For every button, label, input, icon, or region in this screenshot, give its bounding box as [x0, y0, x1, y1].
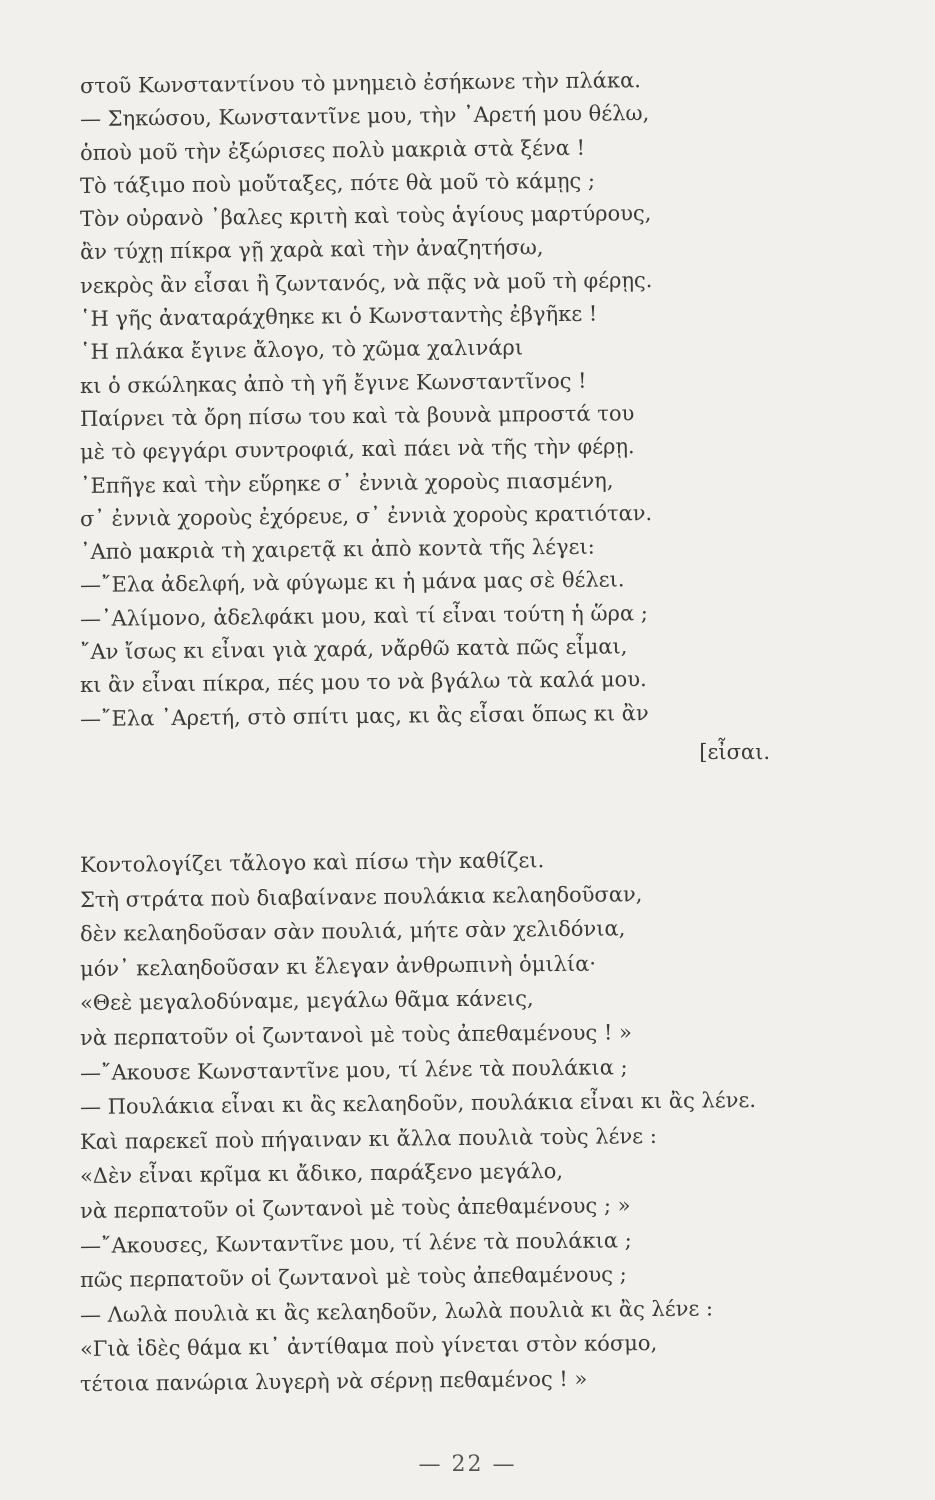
- poem-line: τέτοια πανώρια λυγερὴ νὰ σέρνῃ πεθαμένος ! »: [79, 1366, 588, 1396]
- poem-line: ῎Αν ἴσως κι εἶναι γιὰ χαρά, νἄρθῶ κατὰ πῶς εἶμαι,: [79, 634, 628, 665]
- page-number: — 22 —: [418, 1452, 517, 1477]
- poem-line: Τὸ τάξιμο ποὺ μοὔταξες, πότε θὰ μοῦ τὸ κάμῃς ;: [79, 168, 596, 198]
- poem-line: σ᾽ ἐννιὰ χοροὺς ἐχόρευε, σ᾽ ἐννιὰ χοροὺς κρατιόταν.: [79, 500, 653, 531]
- poem-line: ᾽Απὸ μακριὰ τὴ χαιρετᾷ κι ἀπὸ κοντὰ τῆς λέγει:: [79, 534, 595, 565]
- poem-line: μόν᾽ κελαηδοῦσαν κι ἔλεγαν ἀνθρωπινὴ ὁμιλία·: [79, 951, 597, 981]
- poem-line: —῎Ακουσες, Κωνταντῖνε μου, τί λένε τὰ πουλάκια ;: [79, 1227, 632, 1258]
- poem-line: δὲν κελαηδοῦσαν σὰν πουλιά, μήτε σὰν χελιδόνια,: [79, 916, 626, 947]
- poem-line: ὁποὺ μοῦ τὴν ἐξώρισες πολὺ μακριὰ στὰ ξένα !: [79, 135, 586, 165]
- poem-line: — Λωλὰ πουλιὰ κι ἂς κελαηδοῦν, λωλὰ πουλιὰ κι ἂς λένε :: [79, 1296, 714, 1327]
- poem-line: Καὶ παρεκεῖ ποὺ πήγαιναν κι ἄλλα πουλιὰ τοὺς λένε :: [79, 1123, 657, 1154]
- poem-line: — Σηκώσου, Κωνσταντῖνε μου, τὴν ᾽Αρετή μου θέλω,: [79, 101, 650, 132]
- poem-line: Στὴ στράτα ποὺ διαβαίνανε πουλάκια κελαηδοῦσαν,: [79, 881, 643, 912]
- poem-line: μὲ τὸ φεγγάρι συντροφιά, καὶ πάει νὰ τῆς τὴν φέρῃ.: [79, 434, 635, 465]
- poem-stanza-2: [80, 848, 900, 1402]
- poem-line: «Δὲν εἶναι κρῖμα κι ἄδικο, παράξενο μεγάλο,: [79, 1159, 564, 1189]
- poem-line: κι ὁ σκώληκας ἀπὸ τὴ γῆ ἔγινε Κωνσταντῖνος !: [79, 368, 587, 398]
- poem-line: —᾽Αλίμονο, ἀδελφάκι μου, καὶ τί εἶναι τούτη ἡ ὥρα ;: [79, 600, 648, 631]
- poem-line: Τὸν οὐρανὸ ᾽βαλες κριτὴ καὶ τοὺς ἁγίους μαρτύρους,: [79, 201, 652, 232]
- poem-line: Κοντολογίζει τἄλογο καὶ πίσω τὴν καθίζει.: [79, 848, 545, 877]
- poem-line: «Θεὲ μεγαλοδύναμε, μεγάλω θᾶμα κάνεις,: [79, 986, 534, 1016]
- poem-line: ᾽Επῆγε καὶ τὴν εὕρηκε σ᾽ ἐννιὰ χοροὺς πιασμένη,: [79, 467, 614, 498]
- poem-line-continuation: [εἶσαι.: [699, 739, 770, 764]
- poem-line: —῎Ελα ἀδελφή, νὰ φύγωμε κι ἡ μάνα μας σὲ θέλει.: [79, 567, 625, 598]
- poem-line: νὰ περπατοῦν οἱ ζωντανοὶ μὲ τοὺς ἀπεθαμένους ; »: [79, 1193, 631, 1223]
- poem-line: πῶς περπατοῦν οἱ ζωντανοὶ μὲ τοὺς ἀπεθαμένους ;: [79, 1262, 627, 1293]
- poem-line: Παίρνει τὰ ὄρη πίσω του καὶ τὰ βουνὰ μπροστά του: [79, 401, 635, 431]
- poem-line: ῾Η γῆς ἀναταράχθηκε κι ὁ Κωνσταντὴς ἐβγῆκε !: [79, 301, 598, 332]
- poem-line: —῎Ελα ᾽Αρετή, στὸ σπίτι μας, κι ἂς εἶσαι ὅπως κι ἂν: [79, 700, 649, 731]
- poem-line: —῎Ακουσε Κωνσταντῖνε μου, τί λένε τὰ πουλάκια ;: [79, 1054, 628, 1085]
- poem-line: στοῦ Κωνσταντίνου τὸ μνημειὸ ἐσήκωνε τὴν πλάκα.: [79, 68, 641, 98]
- poem-line: νὰ περπατοῦν οἱ ζωντανοὶ μὲ τοὺς ἀπεθαμένους ! »: [79, 1020, 632, 1050]
- poem-line: κι ἂν εἶναι πίκρα, πές μου το νὰ βγάλω τὰ καλά μου.: [79, 667, 647, 698]
- poem-line: νεκρὸς ἂν εἶσαι ἢ ζωντανός, νὰ πᾷς νὰ μοῦ τὴ φέρῃς.: [79, 267, 653, 298]
- poem-line: ῾Η πλάκα ἔγινε ἄλογο, τὸ χῶμα χαλινάρι: [79, 335, 524, 365]
- poem-stanza-1: [80, 70, 900, 769]
- poem-line: — Πουλάκια εἶναι κι ἂς κελαηδοῦν, πουλάκια εἶναι κι ἂς λένε.: [79, 1088, 757, 1120]
- poem-line: ἂν τύχῃ πίκρα γῇ χαρὰ καὶ τὴν ἀναζητήσω,: [79, 235, 544, 265]
- poem-line: «Γιὰ ἰδὲς θάμα κι᾽ ἀντίθαμα ποὺ γίνεται στὸν κόσμο,: [79, 1331, 658, 1362]
